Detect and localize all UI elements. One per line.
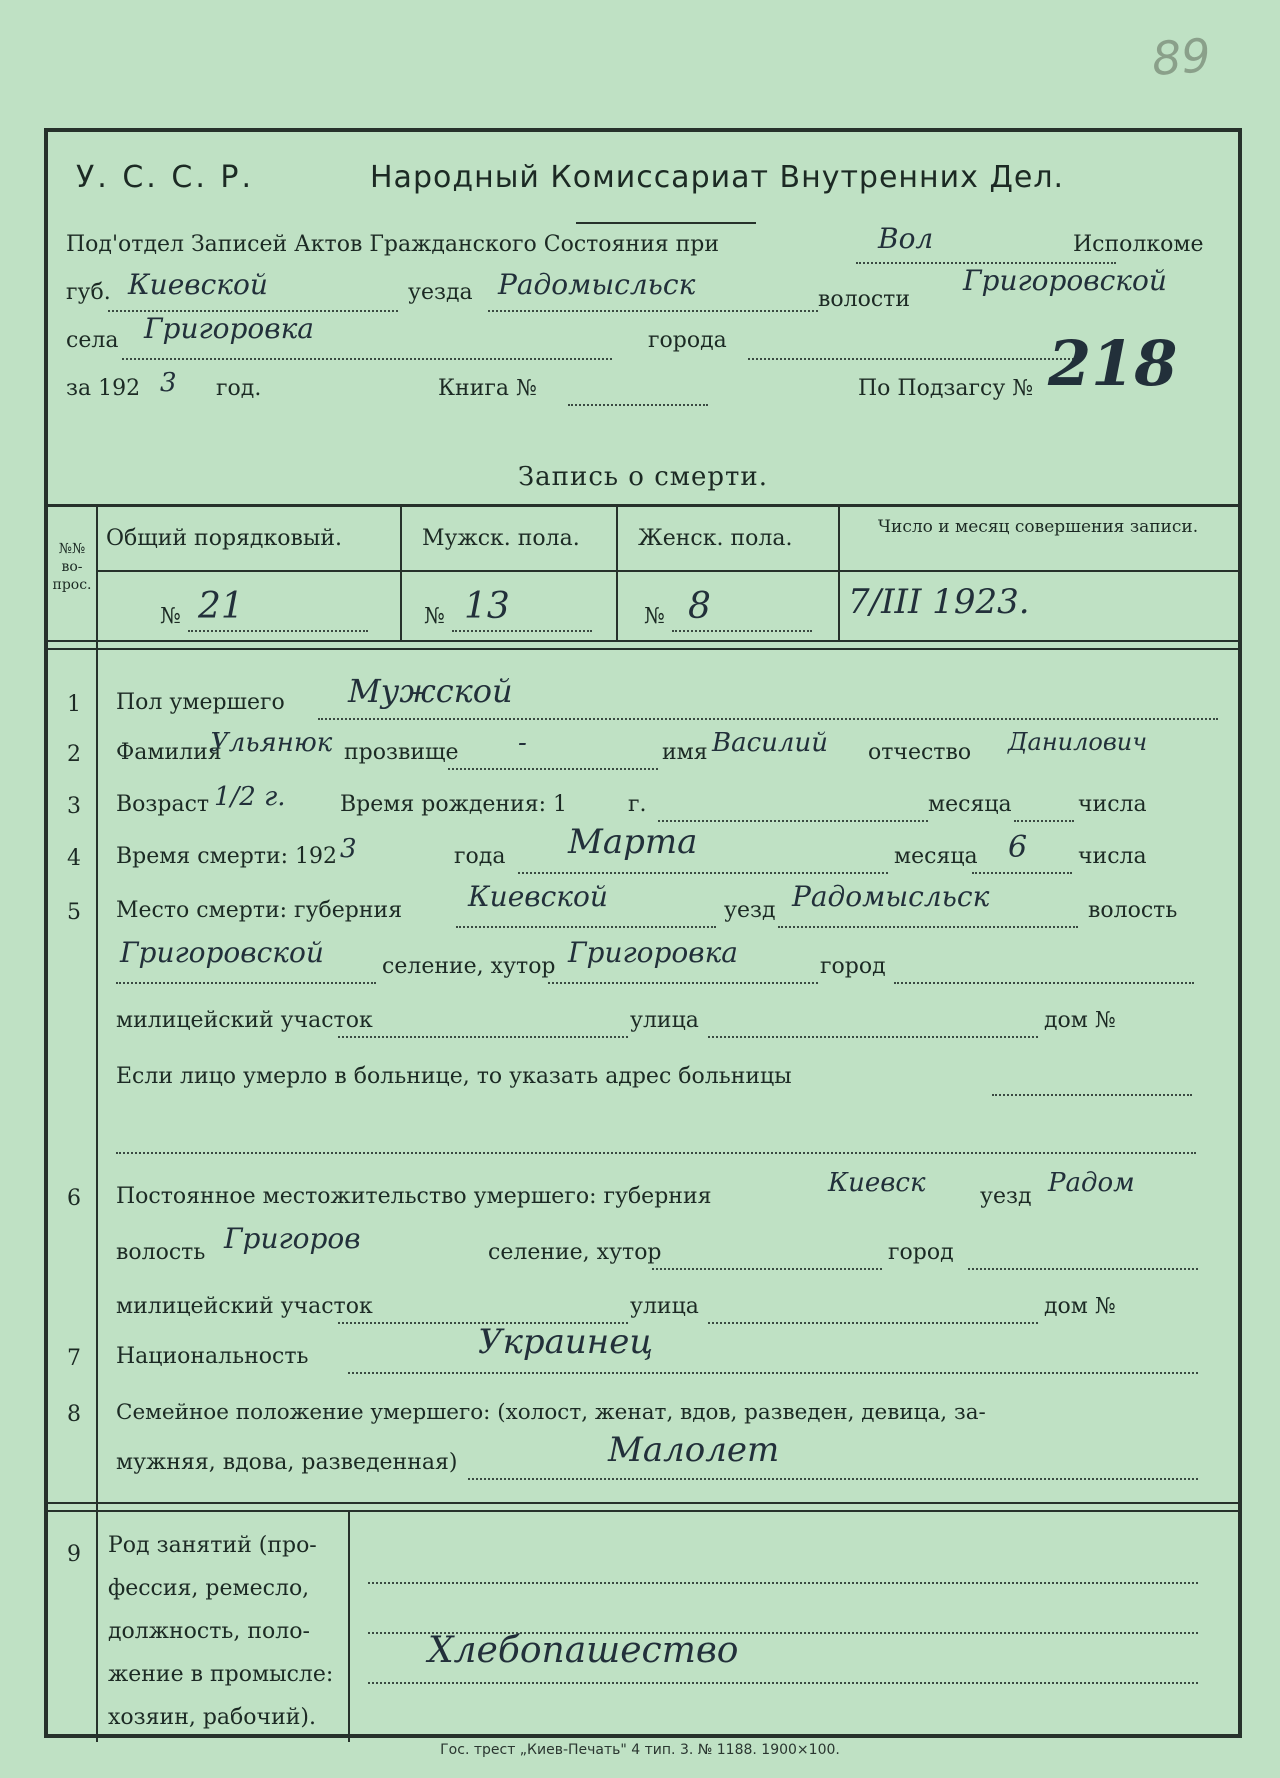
- printer-imprint: Гос. трест „Киев-Печать" 4 тип. 3. № 1188. 1900×100.: [440, 1742, 840, 1758]
- dotted-line: [972, 872, 1072, 874]
- column-border: [400, 504, 402, 640]
- q6-uezd-label: уезд: [980, 1184, 1032, 1209]
- dotted-line: [318, 718, 1218, 720]
- q5-militia-label: милицейский участок: [116, 1008, 373, 1033]
- q5-uezd-value: Радомысльск: [792, 880, 990, 913]
- volost-label: волости: [818, 287, 911, 312]
- q8-label-line1: Семейное положение умершего: (холост, женат, вдов, разведен, девица, за-: [116, 1400, 986, 1425]
- year-value: 3: [160, 368, 177, 398]
- dotted-line: [188, 630, 368, 632]
- q9-label-line: хозяин, рабочий).: [108, 1705, 316, 1730]
- dotted-line: [348, 1372, 1198, 1374]
- q3-birth-label: Время рождения: 1: [340, 792, 567, 817]
- q3-year-label: г.: [628, 792, 647, 817]
- row-border: [96, 570, 1238, 572]
- female-value: 8: [688, 586, 711, 627]
- column-border: [616, 504, 618, 640]
- dotted-line: [518, 872, 888, 874]
- column-border: [348, 1510, 350, 1742]
- q2-patronymic-value: Данилович: [1008, 728, 1148, 756]
- q6-house-label: дом №: [1044, 1294, 1116, 1319]
- dotted-line: [708, 1322, 1038, 1324]
- registry-prefix: Под'отдел Записей Актов Гражданского Состояния при: [66, 232, 720, 257]
- q2-patronymic-label: отчество: [868, 740, 972, 765]
- record-title: Запись о смерти.: [517, 462, 769, 492]
- dotted-line: [548, 982, 818, 984]
- q5-selo-label: селение, хутор: [382, 954, 556, 979]
- podzags-label: По Подзагсу №: [858, 376, 1034, 401]
- dotted-line: [368, 1582, 1198, 1584]
- question-number: 7: [67, 1346, 81, 1371]
- q5-street-label: улица: [630, 1008, 699, 1033]
- q9-label-line: должность, поло-: [108, 1619, 310, 1644]
- dotted-line: [448, 768, 658, 770]
- dotted-line: [488, 310, 818, 312]
- header-divider: [576, 222, 756, 224]
- year-suffix: год.: [216, 376, 262, 401]
- q5-gub-label: Место смерти: губерния: [116, 898, 403, 923]
- q4-year-value: 3: [340, 834, 357, 864]
- q2-surname-label: Фамилия: [116, 740, 222, 765]
- question-number: 3: [67, 794, 81, 819]
- dotted-line: [568, 404, 708, 406]
- gub-value: Киевской: [128, 268, 268, 301]
- q3-month-label: месяца: [928, 792, 1012, 817]
- row-border: [48, 1510, 1238, 1512]
- no-label: №: [160, 604, 181, 629]
- q4-day-label: числа: [1078, 844, 1147, 869]
- q6-gub-value: Киевск: [828, 1168, 926, 1198]
- q2-nick-value: -: [518, 728, 527, 758]
- gub-label: губ.: [66, 280, 111, 305]
- q5-house-label: дом №: [1044, 1008, 1116, 1033]
- dotted-line: [968, 1268, 1198, 1270]
- col-question-number: №№ во- прос.: [52, 541, 92, 593]
- q1-label: Пол умершего: [116, 690, 285, 715]
- dotted-line: [338, 1036, 628, 1038]
- q4-day-value: 6: [1008, 830, 1028, 865]
- question-number: 5: [67, 900, 81, 925]
- q4-month-label: месяца: [894, 844, 978, 869]
- dotted-line: [748, 358, 1078, 360]
- q9-label-line: Род занятий (про-: [108, 1533, 317, 1558]
- dotted-line: [672, 630, 812, 632]
- podzags-value: 218: [1048, 327, 1178, 400]
- dotted-line: [708, 1036, 1038, 1038]
- book-label: Книга №: [438, 376, 537, 401]
- dotted-line: [894, 982, 1194, 984]
- q5-uezd-label: уезд: [724, 898, 776, 923]
- q8-value: Малолет: [608, 1430, 780, 1470]
- total-value: 21: [198, 586, 244, 627]
- selo-value: Григоровка: [144, 312, 314, 345]
- death-record-form: [44, 128, 1242, 1738]
- q7-value: Украинец: [478, 1322, 654, 1362]
- q5-hospital-label: Если лицо умерло в больнице, то указать адрес больницы: [116, 1064, 792, 1089]
- col-date: Число и месяц совершения записи.: [877, 517, 1199, 537]
- column-border: [838, 504, 840, 640]
- question-number: 9: [67, 1542, 81, 1567]
- dotted-line: [122, 358, 612, 360]
- q1-value: Мужской: [348, 672, 513, 710]
- q6-uezd-value: Радом: [1048, 1168, 1135, 1198]
- q6-militia-label: милицейский участок: [116, 1294, 373, 1319]
- q6-selo-label: селение, хутор: [488, 1240, 662, 1265]
- table-top-border: [48, 504, 1238, 507]
- q8-label-line2: мужняя, вдова, разведенная): [116, 1450, 458, 1475]
- archive-page-number: 89: [1150, 28, 1213, 86]
- republic-title: У. С. С. Р.: [76, 160, 255, 195]
- question-number: 6: [67, 1186, 81, 1211]
- dotted-line: [1014, 820, 1074, 822]
- question-number: 1: [67, 692, 81, 717]
- col-male: Мужск. пола.: [422, 526, 580, 551]
- dotted-line: [992, 1094, 1192, 1096]
- q2-name-label: имя: [662, 740, 708, 765]
- dotted-line: [652, 1268, 882, 1270]
- dotted-line: [116, 1152, 1196, 1154]
- q6-gub-label: Постоянное местожительство умершего: губерния: [116, 1184, 712, 1209]
- q3-age-value: 1/2 г.: [214, 782, 286, 812]
- q6-gorod-label: город: [888, 1240, 954, 1265]
- record-date-value: 7/III 1923.: [848, 582, 1030, 622]
- q5-gub-value: Киевской: [468, 880, 608, 913]
- q5-selo-value: Григоровка: [568, 936, 738, 969]
- q3-age-label: Возраст: [116, 792, 210, 817]
- q5-volost-label: волость: [1088, 898, 1178, 923]
- selo-label: села: [66, 328, 119, 353]
- q4-label: Время смерти: 192: [116, 844, 338, 869]
- q6-volost-value: Григоров: [224, 1222, 361, 1255]
- q4-year-label: года: [454, 844, 506, 869]
- q9-value: Хлебопашество: [428, 1630, 739, 1671]
- dotted-line: [116, 982, 376, 984]
- no-label: №: [644, 604, 665, 629]
- uezd-label: уезда: [408, 280, 473, 305]
- q5-gorod-label: город: [820, 954, 886, 979]
- row-border: [48, 648, 1238, 650]
- commissariat-title: Народный Комиссариат Внутренних Дел.: [370, 160, 1065, 195]
- male-value: 13: [464, 586, 510, 627]
- question-number: 2: [67, 742, 81, 767]
- q7-label: Национальность: [116, 1344, 309, 1369]
- ispolkom-label: Исполкоме: [1073, 232, 1204, 257]
- gorod-label: города: [648, 328, 727, 353]
- dotted-line: [468, 1478, 1198, 1480]
- q9-label: [108, 1524, 344, 1739]
- q4-month-value: Марта: [568, 822, 698, 862]
- no-label: №: [424, 604, 445, 629]
- question-number-column-border: [96, 504, 98, 1742]
- q6-street-label: улица: [630, 1294, 699, 1319]
- question-number: 8: [67, 1402, 81, 1427]
- q5-volost-value: Григоровской: [120, 936, 324, 969]
- dotted-line: [658, 820, 928, 822]
- q6-volost-label: волость: [116, 1240, 206, 1265]
- dotted-line: [452, 630, 592, 632]
- q9-label-line: фессия, ремесло,: [108, 1576, 310, 1601]
- q2-surname-value: Ульянюк: [210, 728, 333, 758]
- q3-day-label: числа: [1078, 792, 1147, 817]
- dotted-line: [368, 1682, 1198, 1684]
- question-number: 4: [67, 846, 81, 871]
- q9-label-line: жение в промысле:: [108, 1662, 334, 1687]
- dotted-line: [778, 926, 1078, 928]
- uezd-value: Радомысльск: [498, 268, 696, 301]
- q2-name-value: Василий: [712, 728, 828, 758]
- dotted-line: [456, 926, 716, 928]
- q2-nick-label: прозвище: [344, 740, 459, 765]
- col-total: Общий порядковый.: [106, 526, 343, 551]
- row-border: [48, 1502, 1238, 1504]
- row-border: [48, 640, 1238, 642]
- ispolkom-value: Вол: [878, 222, 934, 255]
- col-female: Женск. пола.: [638, 526, 793, 551]
- year-label: за 192: [66, 376, 141, 401]
- volost-value: Григоровской: [963, 264, 1167, 297]
